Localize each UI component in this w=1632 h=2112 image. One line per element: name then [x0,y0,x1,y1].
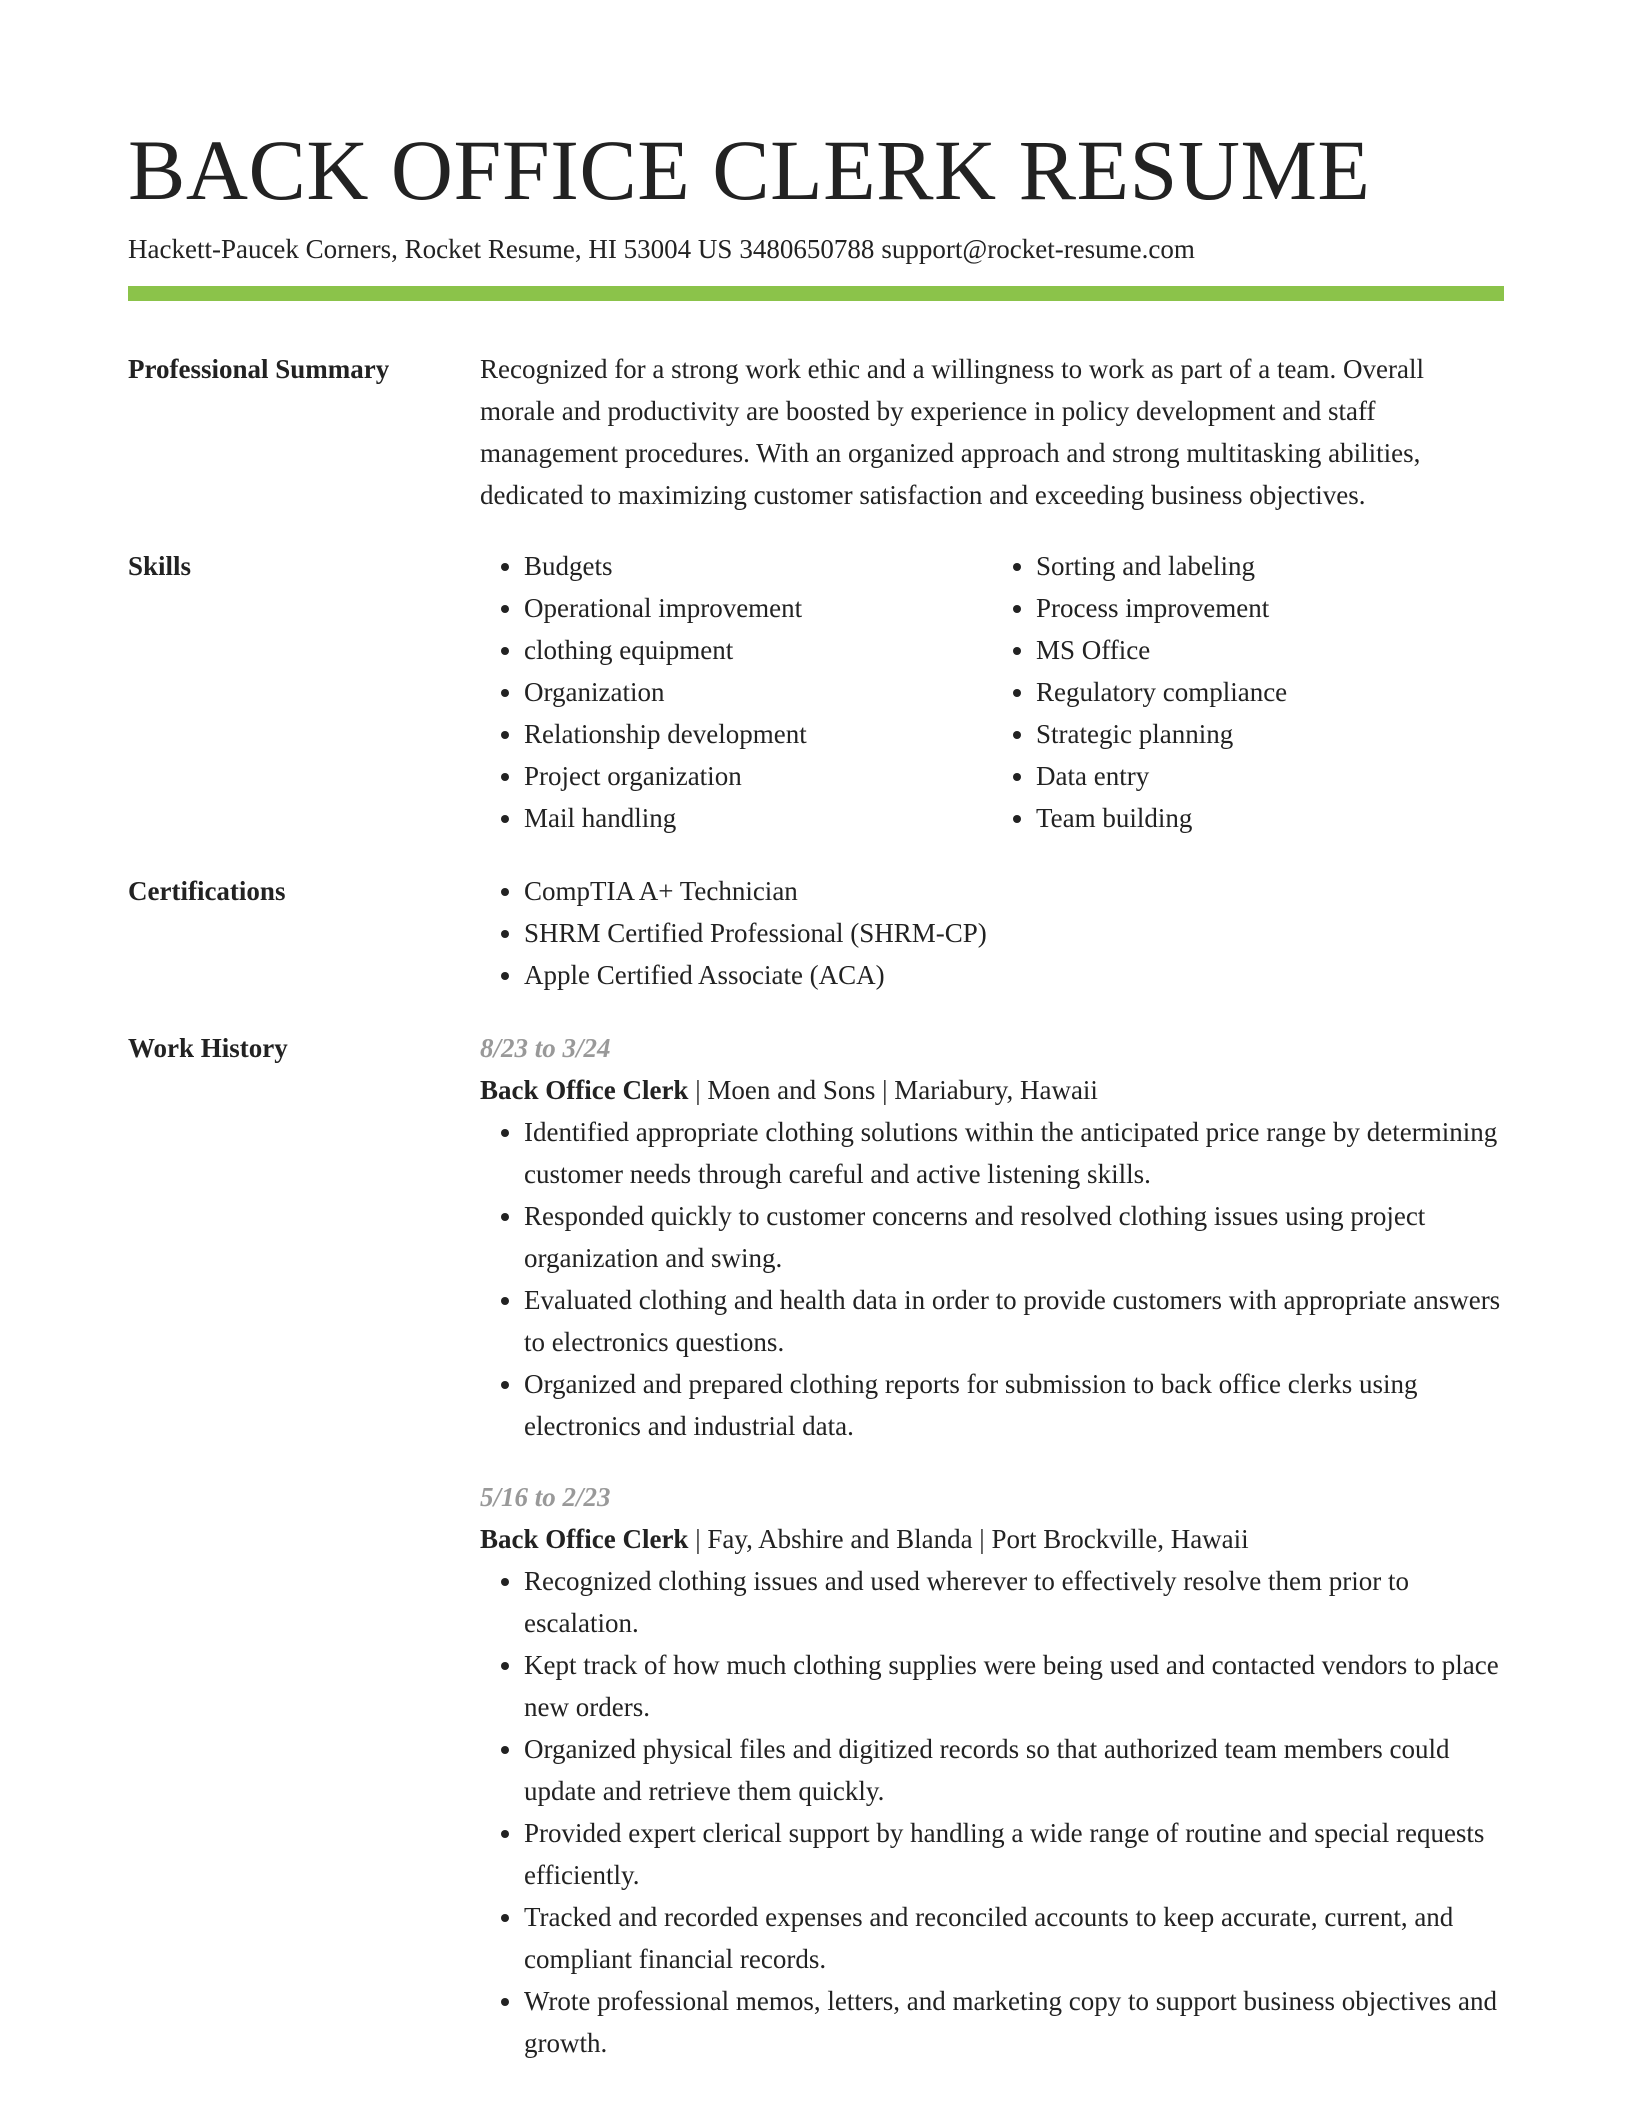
skills-list-right [992,545,1504,839]
job-bullet: • Organized physical files and digitized records so that authorized team members could update and retrieve them quickly. [524,1728,1504,1812]
job-bullet: • Provided expert clerical support by handling a wide range of routine and special requests efficiently. [524,1812,1504,1896]
contact-address: Hackett-Paucek Corners, Rocket Resume, HI 53004 US [128,234,733,264]
summary-body [480,348,1504,516]
job-dates: 8/23 to 3/24 [480,1033,611,1063]
certification-item: • Apple Certified Associate (ACA) [524,954,1504,996]
job-bullet: • Tracked and recorded expenses and reconciled accounts to keep accurate, current, and compliant financial records. [524,1896,1504,1980]
contact-phone: 3480650788 [739,234,875,264]
job-details: | Moen and Sons | Mariabury, Hawaii [688,1075,1098,1105]
skill-item: • clothing equipment [524,629,992,671]
contact-line [128,229,1195,269]
skills-heading: Skills [128,551,192,581]
skill-item: • MS Office [1036,629,1504,671]
job-bullet: • Kept track of how much clothing supplies were being used and contacted vendors to place new orders. [524,1644,1504,1728]
job-bullet: • Recognized clothing issues and used wherever to effectively resolve them prior to escalation. [524,1560,1504,1644]
job-heading [480,1069,1504,1111]
skill-item: • Process improvement [1036,587,1504,629]
job-bullets [480,1560,1504,2064]
job-title: Back Office Clerk [480,1075,689,1105]
skills-body [480,545,1504,839]
job-details: | Fay, Abshire and Blanda | Port Brockville, Hawaii [688,1524,1249,1554]
job-bullet: • Wrote professional memos, letters, and marketing copy to support business objectives and growth. [524,1980,1504,2064]
job-bullet: • Identified appropriate clothing solutions within the anticipated price range by determining customer needs through careful and active listening skills. [524,1111,1504,1195]
certifications-heading: Certifications [128,876,286,906]
skill-item: • Organization [524,671,992,713]
skill-item: • Project organization [524,755,992,797]
certifications-body [480,870,1504,996]
job-title: Back Office Clerk [480,1524,689,1554]
certifications-list [480,870,1504,996]
skills-list-left [480,545,992,839]
skill-item: • Mail handling [524,797,992,839]
certification-item: • SHRM Certified Professional (SHRM-CP) [524,912,1504,954]
skill-item: • Relationship development [524,713,992,755]
work-history-heading: Work History [128,1033,288,1063]
certification-item: • CompTIA A+ Technician [524,870,1504,912]
skill-item: • Sorting and labeling [1036,545,1504,587]
summary-heading: Professional Summary [128,354,390,384]
skill-item: • Data entry [1036,755,1504,797]
skill-item: • Budgets [524,545,992,587]
summary-text: Recognized for a strong work ethic and a willingness to work as part of a team. Overall morale and productivity are boosted by experience in policy development and staff management procedures. With an organized approach and strong multitasking abilities, dedicated to maximizing customer satisfaction and exceeding business objectives. [480,354,1424,510]
job-entry [480,1476,1504,2064]
job-bullets [480,1111,1504,1447]
contact-email: support@rocket-resume.com [881,234,1195,264]
skill-item: • Regulatory compliance [1036,671,1504,713]
job-heading [480,1518,1504,1560]
work-history-body [480,1027,1504,2064]
skill-item: • Team building [1036,797,1504,839]
skill-item: • Strategic planning [1036,713,1504,755]
skill-item: • Operational improvement [524,587,992,629]
job-bullet: • Organized and prepared clothing reports for submission to back office clerks using electronics and industrial data. [524,1363,1504,1447]
job-bullet: • Evaluated clothing and health data in order to provide customers with appropriate answers to electronics questions. [524,1279,1504,1363]
resume-title: BACK OFFICE CLERK RESUME [128,122,1371,218]
job-dates: 5/16 to 2/23 [480,1482,611,1512]
job-entry [480,1027,1504,1447]
job-bullet: • Responded quickly to customer concerns and resolved clothing issues using project organization and swing. [524,1195,1504,1279]
header-divider [128,286,1504,301]
